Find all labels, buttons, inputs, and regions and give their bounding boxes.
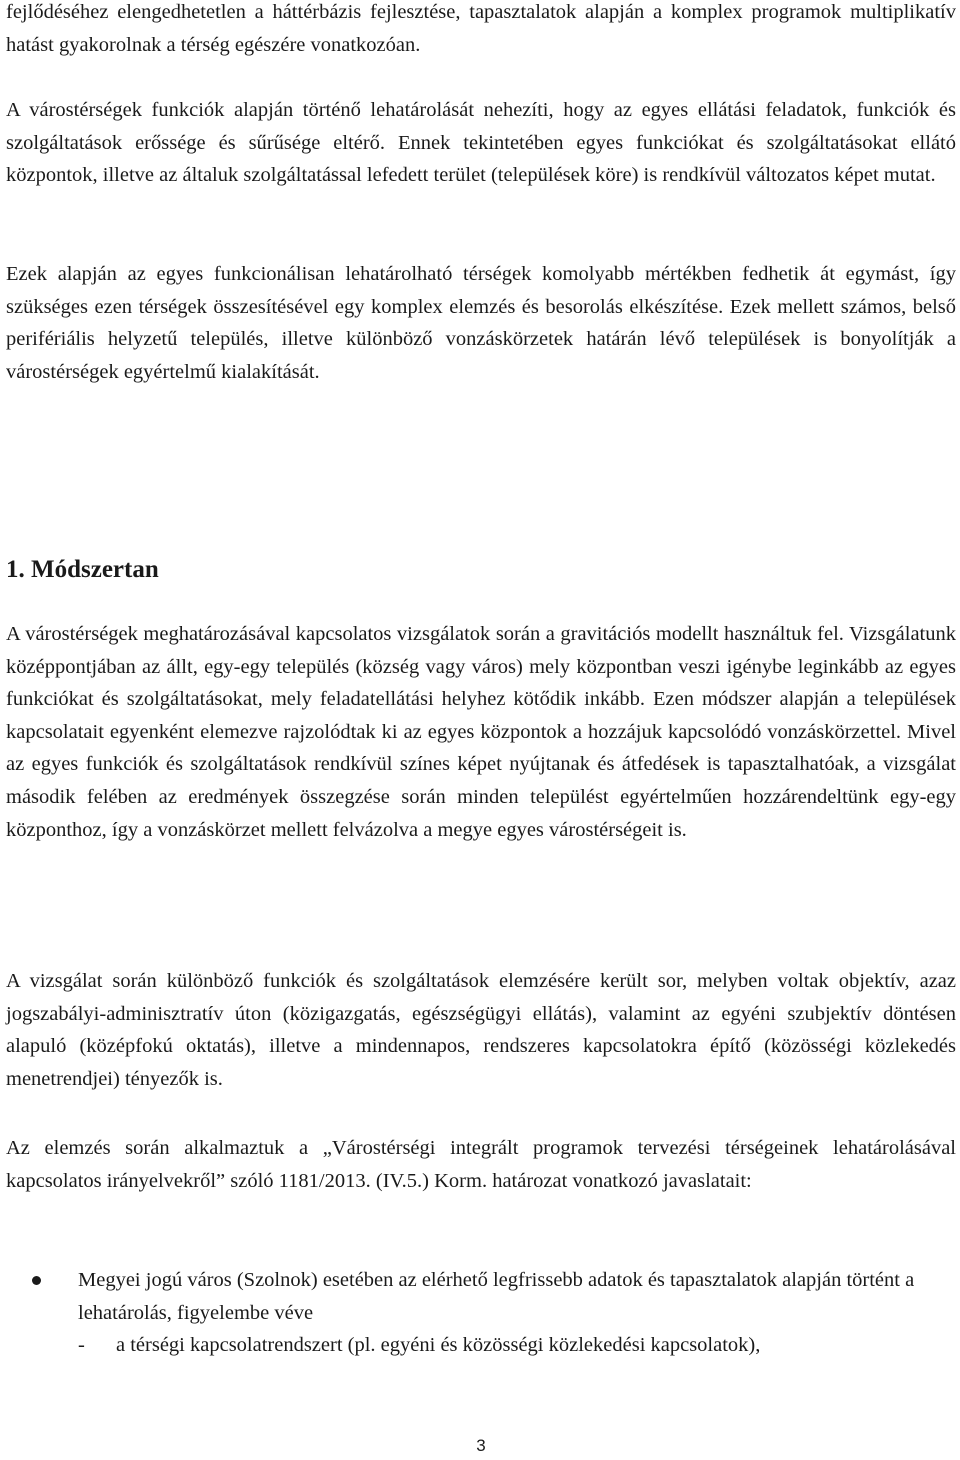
body-paragraph: A vizsgálat során különböző funkciók és szolgáltatások elemzésére került sor, melyben voltak objektív, azaz jogszabályi-adminisztratív úton (közigazgatás, egészségügyi ellátás), valamint az egyéni szubjektív döntésen alapuló (középfokú oktatás), illetve a mindennapos, rendszeres kapcsolatokra építő (közösségi közlekedés menetrendjei) tényezők is.: [6, 970, 956, 1090]
bullet-list: [6, 1264, 956, 1362]
sub-list-item: [78, 1329, 956, 1362]
bullet-icon: [32, 1276, 41, 1285]
body-paragraph: A várostérségek funkciók alapján történő lehatárolását nehezíti, hogy az egyes ellátási feladatok, funkciók és szolgáltatások erőssége és sűrűsége eltérő. Ennek tekintetében egyes funkciókat és szolgáltatásokat ellátó központok, illetve az általuk szolgáltatással lefedett terület (települések köre) is rendkívül változatos képet mutat.: [6, 99, 956, 187]
section-heading: 1. Módszertan: [6, 556, 159, 583]
body-paragraph: Ezek alapján az egyes funkcionálisan lehatárolható térségek komolyabb mértékben fedhetik át egymást, így szükséges ezen térségek összesítésével egy komplex elemzés és besorolás elkészítése. Ezek mellett számos, belső perifériális helyzetű település, illetve különböző vonzáskörzetek határán lévő települések is bonyolítják a várostérségek egyértelmű kialakítását.: [6, 263, 956, 383]
page-number: 3: [476, 1436, 486, 1455]
body-paragraph: fejlődéséhez elengedhetetlen a háttérbázis fejlesztése, tapasztalatok alapján a komplex programok multiplikatív hatást gyakorolnak a térség egészére vonatkozóan.: [6, 1, 956, 56]
dash-marker: -: [78, 1334, 85, 1357]
body-paragraph: Az elemzés során alkalmaztuk a „Várostérségi integrált programok tervezési térségeinek lehatárolásával kapcsolatos irányelvekről” szóló 1181/2013. (IV.5.) Korm. határozat vonatkozó javaslatait:: [6, 1137, 956, 1192]
body-paragraph: A várostérségek meghatározásával kapcsolatos vizsgálatok során a gravitációs modellt használtuk fel. Vizsgálatunk középpontjában az állt, egy-egy település (község vagy város) mely központban veszi igénybe leginkább az egyes funkciókat és szolgáltatásokat, mely feladatellátási helyhez kötődik inkább. Ezen módszer alapján a települések kapcsolatait egyenként elemezve rajzolódtak ki az egyes központok a hozzájuk kapcsolódó vonzáskörzettel. Mivel az egyes funkciók és szolgáltatások rendkívül színes képet nyújtanak és átfedések is tapasztalhatóak, a vizsgálat második felében az eredmények összegzése során minden települést egyértelműen hozzárendeltünk egy-egy központhoz, így a vonzáskörzet mellett felvázolva a megye egyes várostérségeit is.: [6, 623, 956, 841]
sub-list-item-text: a térségi kapcsolatrendszert (pl. egyéni és közösségi közlekedési kapcsolatok),: [116, 1334, 761, 1357]
list-item: [6, 1264, 956, 1329]
list-item-text: Megyei jogú város (Szolnok) esetében az elérhető legfrissebb adatok és tapasztalatok alapján történt a lehatárolás, figyelembe véve: [78, 1269, 915, 1324]
document-page: [6, 0, 956, 1460]
